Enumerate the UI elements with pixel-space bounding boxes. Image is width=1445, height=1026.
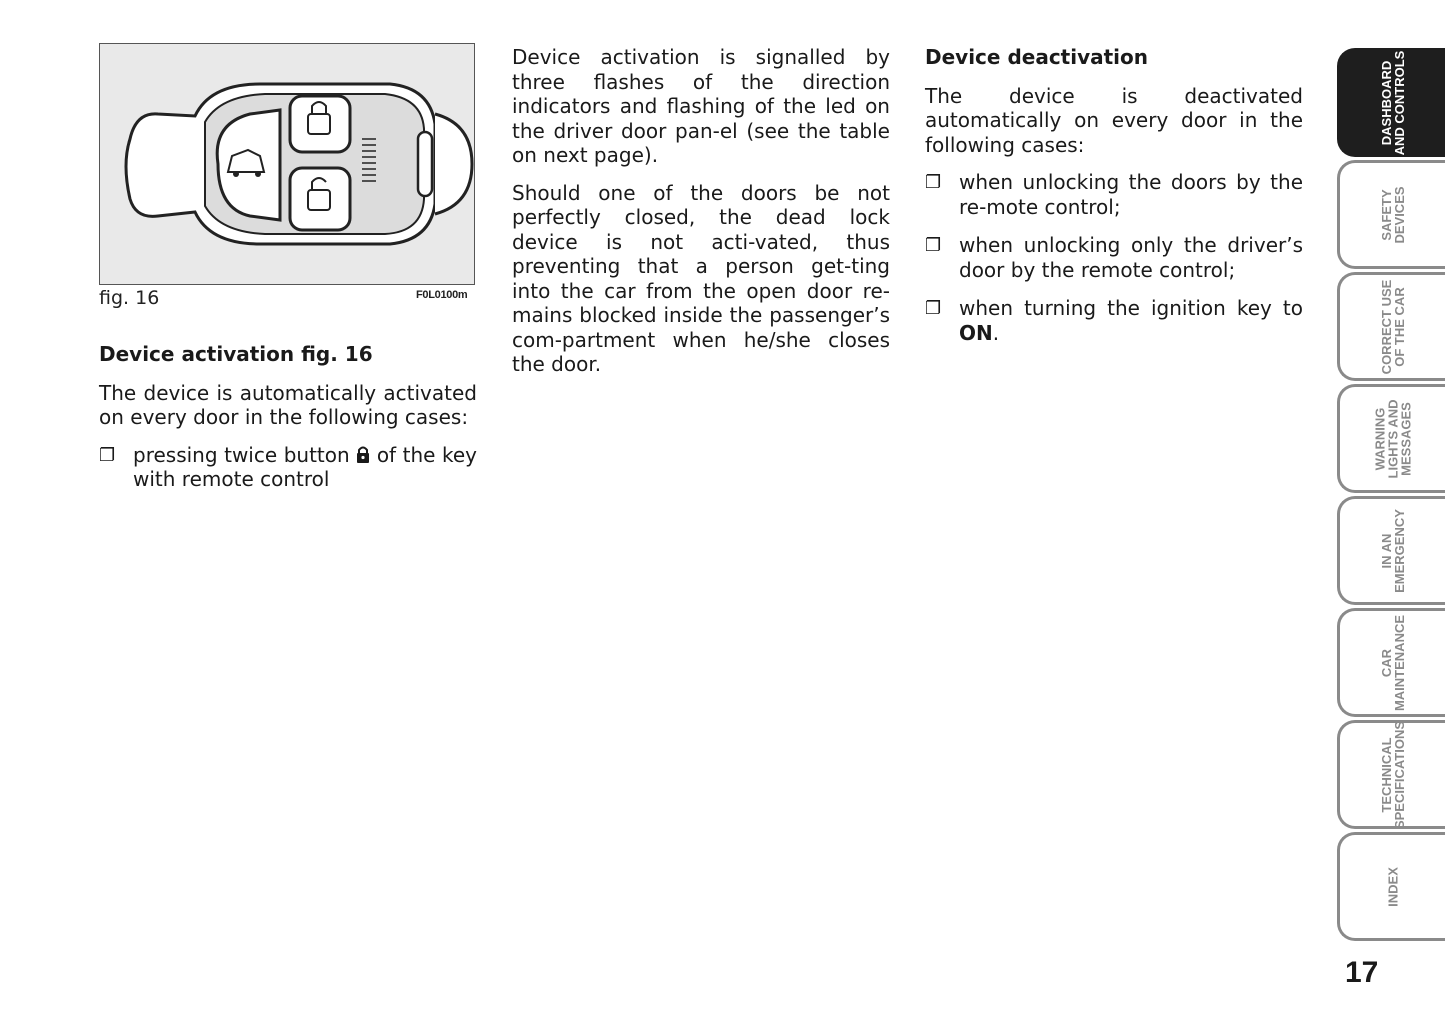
checkbox-bullet-icon: ❐ xyxy=(99,444,116,466)
activation-intro: The device is automatically activated on every door in the following cases: xyxy=(99,380,477,429)
tab-in-an-emergency[interactable] xyxy=(1337,496,1445,605)
tab-label: TECHNICAL SPECIFICATIONS xyxy=(1378,720,1407,829)
tab-car-maintenance[interactable] xyxy=(1337,608,1445,717)
checkbox-bullet-icon: ❐ xyxy=(925,235,942,256)
tab-index[interactable] xyxy=(1337,832,1445,941)
tab-label: CORRECT USE OF THE CAR xyxy=(1378,279,1407,374)
tab-label: DASHBOARD AND CONTROLS xyxy=(1378,50,1407,155)
tab-warning-lights[interactable] xyxy=(1337,384,1445,493)
bullet-text-before: when turning the ignition key to xyxy=(959,296,1303,320)
bullet-text-after: of the key with remote control xyxy=(133,442,478,491)
deactivation-bullet xyxy=(925,233,1303,282)
bullet-text: when unlocking the doors by the re-mote control; xyxy=(959,170,1303,219)
key-fob-figure xyxy=(99,43,475,285)
tab-safety-devices[interactable] xyxy=(1337,160,1445,269)
bullet-text: when unlocking only the driver’s door by the remote control; xyxy=(959,233,1303,282)
column-signalling xyxy=(512,45,890,390)
remote-key-illustration xyxy=(100,44,474,284)
tab-label: SAFETY DEVICES xyxy=(1378,185,1407,244)
column-deactivation xyxy=(925,45,1303,359)
bullet-text-before: pressing twice button xyxy=(133,442,350,467)
deactivation-bullet xyxy=(925,170,1303,219)
tab-correct-use[interactable] xyxy=(1337,272,1445,381)
deactivation-bullet xyxy=(925,296,1303,345)
tab-technical-specifications[interactable] xyxy=(1337,720,1445,829)
activation-heading: Device activation fig. 16 xyxy=(99,342,373,366)
figure-caption: fig. 16 xyxy=(99,287,160,309)
lock-icon xyxy=(356,445,370,464)
figure-code: F0L0100m xyxy=(416,289,468,301)
deactivation-intro: The device is deactivated automatically on every door in the following cases: xyxy=(925,83,1303,157)
deactivation-heading: Device deactivation xyxy=(925,45,1149,69)
checkbox-bullet-icon: ❐ xyxy=(925,172,942,193)
checkbox-bullet-icon: ❐ xyxy=(925,298,942,319)
tab-label: INDEX xyxy=(1385,866,1400,907)
bullet-text-after: . xyxy=(992,320,1000,345)
door-closed-paragraph: Should one of the doors be not perfectly closed, the dead lock device is not acti-vated, thus preventing that a person get-ting into the car from the open door re-mains blocked inside the passenger’s com-partment when he/she closes the door. xyxy=(512,180,890,376)
tab-label: CAR MAINTENANCE xyxy=(1378,614,1407,711)
tab-label: WARNING LIGHTS AND MESSAGES xyxy=(1372,399,1413,478)
signalling-paragraph: Device activation is signalled by three flashes of the direction indicators and flashing of the led on the driver door pan-el (see the table on next page). xyxy=(512,45,890,167)
column-activation xyxy=(99,342,477,506)
bullet-bold-on: ON xyxy=(959,320,993,345)
page-number: 17 xyxy=(1345,956,1379,989)
tab-dashboard-and-controls[interactable] xyxy=(1337,48,1445,157)
activation-bullet xyxy=(99,443,477,492)
tab-label: IN AN EMERGENCY xyxy=(1378,508,1407,593)
